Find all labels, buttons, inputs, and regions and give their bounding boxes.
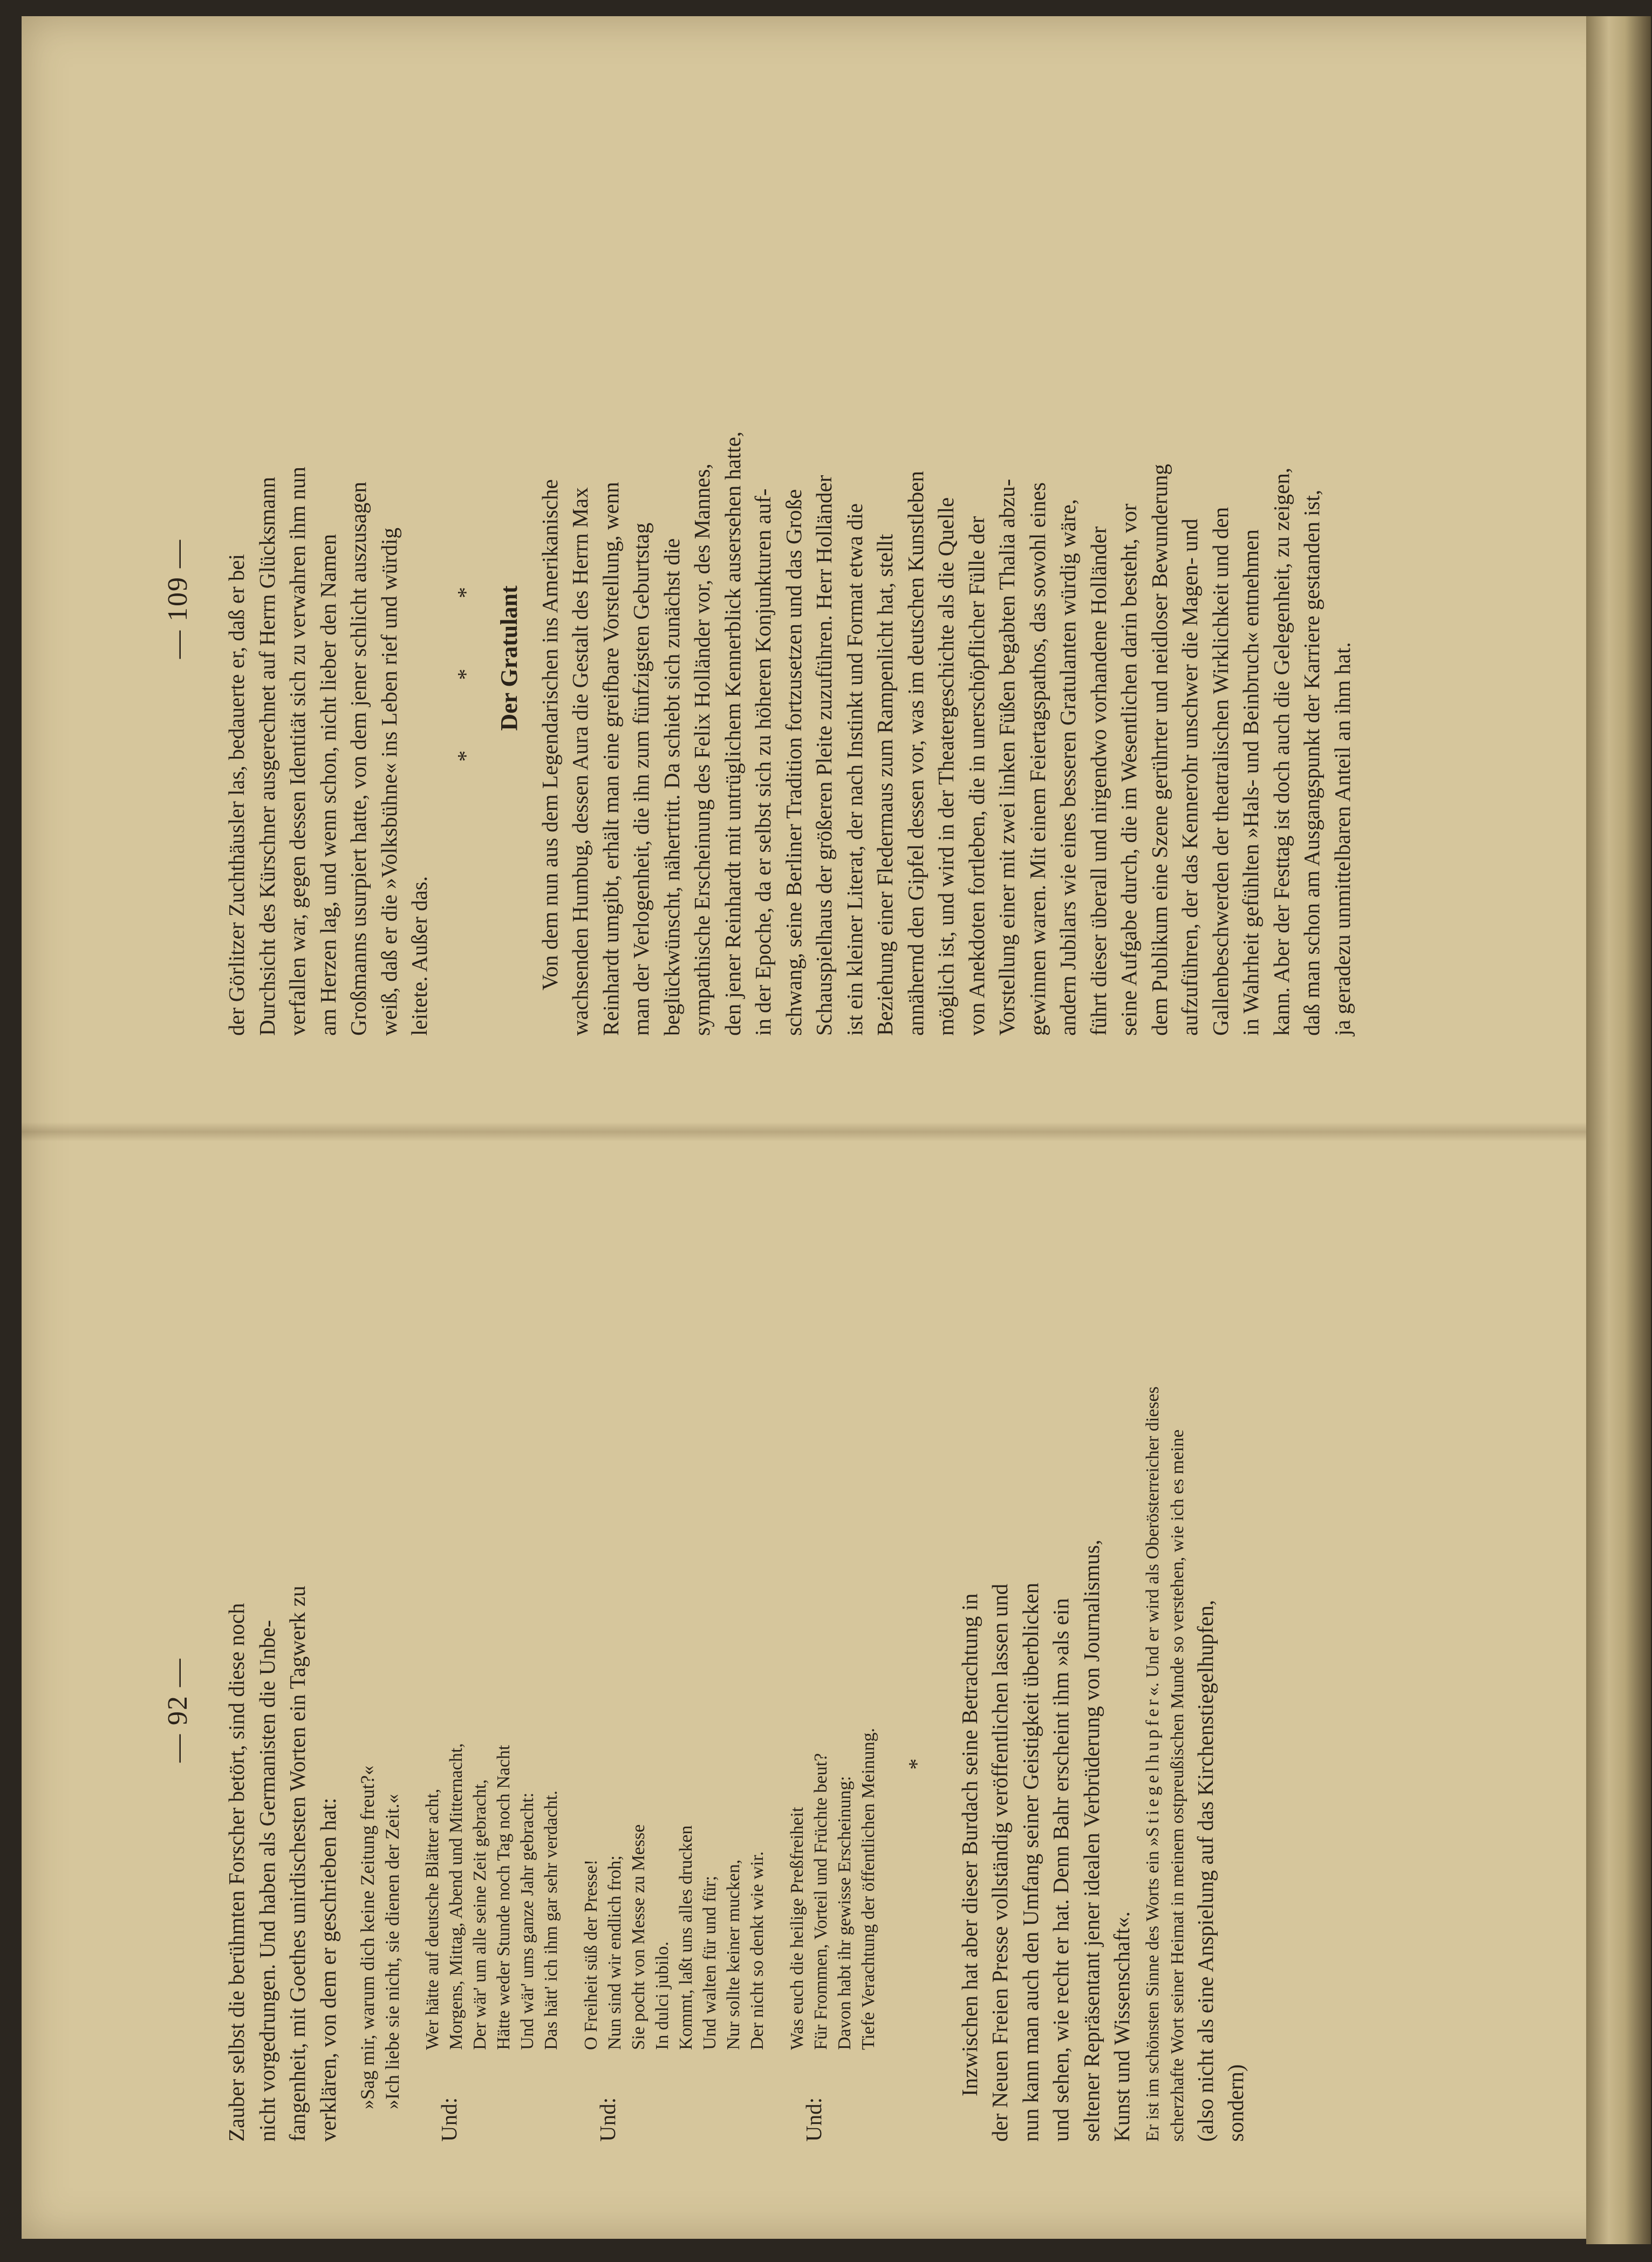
- left-body-paragraph: [954, 1386, 1137, 2142]
- text-line: Gallenbeschwerden der theatralischen Wirklichkeit und den: [1207, 507, 1233, 1036]
- poem-line: Kommt, laßt uns alles drucken: [676, 1825, 696, 2050]
- right-page-folio: — 109 —: [162, 539, 193, 659]
- left-page-folio: — 92 —: [162, 1658, 193, 1762]
- poem-line: In dulci jubilo.: [652, 1941, 672, 2050]
- poem-line: Und walten für und für;: [700, 1876, 720, 2050]
- spaced-word: Stiegelhupfer: [1142, 1696, 1163, 1837]
- und-label: Und:: [595, 2097, 620, 2142]
- text-line: sondern): [1223, 2064, 1248, 2142]
- text-line: nun kann man auch den Umfang seiner Geistigkeit überblicken: [1018, 1582, 1043, 2142]
- book-spine: [1586, 16, 1651, 2244]
- text-line: fangenheit, mit Goethes unirdischesten Worten ein Tagwerk zu: [285, 1586, 310, 2142]
- text-line: Durchsicht des Kürschner ausgerechnet auf Herrn Glücksmann: [254, 476, 279, 1036]
- text-line: gewinnen waren. Mit einem Feiertagspathos, das sowohl eines: [1025, 482, 1050, 1036]
- poem-line: O Freiheit süß der Presse!: [581, 1859, 601, 2050]
- poem-line: Sie pocht von Messe zu Messe: [629, 1824, 648, 2050]
- text-line: Von dem nun aus dem Legendarischen ins Amerikanische: [537, 479, 562, 990]
- text-line: führt dieser überall und nirgendwo vorhandene Holländer: [1086, 526, 1111, 1036]
- poem-line: Tiefe Verachtung der öffentlichen Meinung.: [858, 1727, 878, 2050]
- poem-line: Nun sind wir endlich froh;: [605, 1855, 625, 2050]
- text-line: Schauspielhaus der größeren Pleite zuzuführen. Herr Holländer: [811, 475, 836, 1036]
- section-asterisk: *: [905, 1758, 930, 1770]
- quote-line: »Sag mir, warum dich keine Zeitung freut?«: [357, 1765, 378, 2109]
- text-line: ist ein kleiner Literat, der nach Instinkt und Format etwa die: [842, 503, 867, 1036]
- poem-2: [579, 1386, 769, 2061]
- poem-line: Der nicht so denkt wie wir.: [747, 1851, 767, 2050]
- text-line: sympathische Erscheinung des Felix Holländer vor, des Mannes,: [690, 463, 714, 1036]
- text-line: Inzwischen hat aber dieser Burdach seine Betrachtung in: [957, 1593, 982, 2096]
- text-line: annähernd den Gipfel dessen vor, was im deutschen Kunstleben: [903, 471, 928, 1036]
- text-line: den jener Reinhardt mit untrüglichem Kennerblick ausersehen hatte,: [720, 431, 745, 1036]
- text-line: und sehen, wie recht er hat. Denn Bahr erscheint ihm »als ein: [1048, 1598, 1073, 2142]
- poem-line: Hätte weder Stunde noch Tag noch Nacht: [494, 1745, 514, 2050]
- und-label: Und:: [801, 2097, 826, 2142]
- text-line: aufzuführen, der das Kennerohr unschwer die Magen- und: [1177, 518, 1202, 1036]
- text-line: nicht vorgedrungen. Und haben als Germanisten die Unbe-: [254, 1619, 279, 2142]
- text-line: seine Aufgabe durch, die im Wesentlichen darin besteht, vor: [1116, 503, 1141, 1036]
- quote-line: »Ich liebe sie nicht, sie dienen der Zeit.«: [381, 1794, 403, 2109]
- text-line: kann. Aber der Festtag ist doch auch die Gelegenheit, zu zeigen,: [1268, 467, 1294, 1036]
- poem-line: Nur sollte keiner mucken,: [723, 1859, 743, 2050]
- right-body-paragraph: [535, 281, 1358, 1036]
- poem-line: Der wär' um alle seine Zeit gebracht,: [470, 1779, 490, 2050]
- left-page-column: [221, 1386, 1251, 2142]
- und-label: Und:: [436, 2097, 461, 2142]
- section-stars: * * *: [453, 555, 479, 762]
- poem-line: Das hätt' ich ihm gar sehr verdacht.: [541, 1790, 561, 2050]
- text-line: am Herzen lag, und wenn schon, nicht lieber den Namen: [315, 534, 340, 1036]
- text-line: Kunst und Wissenschaft«.: [1109, 1911, 1134, 2142]
- small-print-text: Er ist im schönsten Sinne des Worts ein »: [1142, 1837, 1163, 2142]
- right-page: [162, 119, 1457, 1079]
- small-print-text: «. Und er wird als Oberösterreicher dieses scherzhafte Wort seiner Heimat in meinem ostpreußischen Munde so verstehen, wie ich es meine: [1142, 1386, 1187, 2142]
- section-heading: Der Gratulant: [496, 585, 522, 731]
- left-intro-paragraph: [221, 1386, 343, 2142]
- poem-line: Und wär' ums ganze Jahr gebracht:: [517, 1792, 537, 2050]
- text-line: leitete. Außer das.: [407, 876, 432, 1036]
- text-line: verklären, von dem er geschrieben hat:: [315, 1798, 340, 2142]
- text-line: beglückwünscht, nähertritt. Da schiebt sich zunächst die: [659, 538, 684, 1036]
- right-page-column: [221, 281, 1357, 1036]
- text-line: verfallen war, gegen dessen Identität sich zu verwahren ihm nun: [285, 467, 310, 1036]
- poem-block-2: [579, 1386, 769, 2142]
- left-closing-paragraph: [1190, 1386, 1251, 2142]
- text-line: Beziehung einer Fledermaus zum Rampenlicht hat, stellt: [872, 534, 897, 1036]
- text-line: der Neuen Freien Presse vollständig veröffentlichen lassen und: [987, 1583, 1012, 2142]
- text-line: (also nicht als eine Anspielung auf das Kirchenstiegelhupfen,: [1192, 1600, 1218, 2142]
- text-line: weiß, daß er die »Volksbühne« ins Leben rief und würdig: [376, 527, 401, 1036]
- right-top-paragraph: [221, 281, 435, 1036]
- poem-block-1: [421, 1386, 563, 2142]
- poem-line: Für Frommen, Vorteil und Früchte beut?: [811, 1753, 831, 2050]
- text-line: daß man schon am Ausgangspunkt der Karriere gestanden ist,: [1299, 489, 1324, 1036]
- text-line: in der Epoche, da er selbst sich zu höheren Konjunkturen auf-: [750, 488, 775, 1036]
- text-line: Zauber selbst die berühmten Forscher betört, sind diese noch: [224, 1603, 249, 2142]
- text-line: ja geradezu unmittelbaren Anteil an ihm hat.: [1329, 642, 1355, 1036]
- poem-block-3: [786, 1386, 880, 2142]
- text-line: möglich ist, und wird in der Theatergeschichte als die Quelle: [933, 497, 958, 1036]
- goethe-quote: [355, 1386, 405, 2109]
- left-page: [162, 1230, 1457, 2190]
- poem-line: Morgens, Mittag, Abend und Mitternacht,: [446, 1743, 466, 2050]
- text-line: man der Verlogenheit, die ihn zum fünfzigsten Geburtstag: [629, 522, 653, 1036]
- text-line: Großmanns usurpiert hatte, von dem jener schlicht auszusagen: [346, 482, 371, 1036]
- text-line: schwang, seine Berliner Tradition fortzusetzen und das Große: [781, 489, 806, 1036]
- poem-line: Was euch die heilige Preßfreiheit: [787, 1807, 807, 2050]
- text-line: von Anekdoten fortleben, die in unerschöpflicher Fülle der: [964, 516, 989, 1036]
- text-line: seltener Repräsentant jener idealen Verbrüderung von Journalismus,: [1078, 1539, 1104, 2142]
- text-line: Vorstellung einer mit zwei linken Füßen begabten Thalia abzu-: [994, 479, 1019, 1036]
- text-line: in Wahrheit gefühlten »Hals- und Beinbruch« entnehmen: [1238, 529, 1263, 1036]
- poem-1: [421, 1386, 563, 2061]
- poem-line: Wer hätte auf deutsche Blätter acht,: [422, 1788, 442, 2050]
- small-print-paragraph: [1141, 1386, 1190, 2142]
- text-line: dem Publikum eine Szene gerührter und neidloser Bewunderung: [1146, 463, 1172, 1036]
- text-line: andern Jubilars wie eines besseren Gratulanten würdig wäre,: [1055, 498, 1080, 1036]
- poem-line: Davon habt ihr gewisse Erscheinung:: [835, 1776, 855, 2050]
- text-line: wachsenden Humbug, dessen Aura die Gestalt des Herrn Max: [568, 487, 592, 1036]
- poem-3: [786, 1386, 880, 2061]
- text-line: der Görlitzer Zuchthäusler las, bedauerte er, daß er bei: [224, 553, 249, 1036]
- center-fold: [22, 1122, 1586, 1142]
- text-line: Reinhardt umgibt, erhält man eine greifbare Vorstellung, wenn: [598, 482, 623, 1036]
